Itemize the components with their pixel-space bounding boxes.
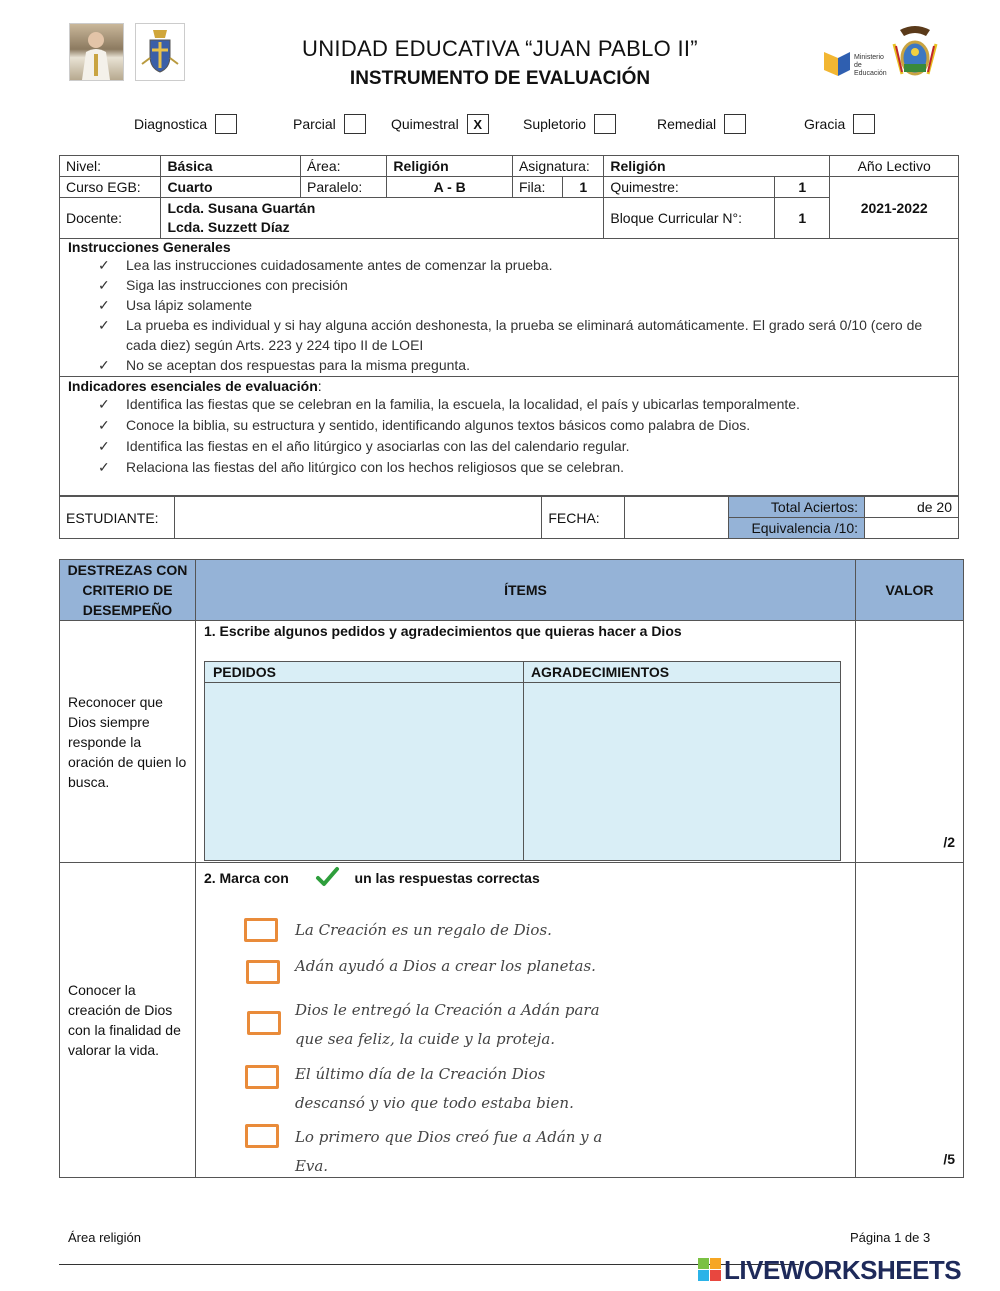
col-valor-header: VALOR [856,560,964,621]
pedidos-answer-area[interactable] [205,683,523,860]
agradecimientos-header: AGRADECIMIENTOS [530,664,670,680]
bloque-value: 1 [775,198,830,239]
total-aciertos-value: de 20 [865,497,959,518]
equivalencia-field[interactable] [865,518,959,539]
eval-type-parcial[interactable] [293,114,366,134]
col-destrezas-header: DESTREZAS CON CRITERIO DE DESEMPEÑO [60,560,196,621]
area-label: Área: [301,156,387,177]
eval-type-label: Gracia [804,116,846,132]
instruction-item: ✓ Siga las instrucciones con precisión [98,277,348,293]
curso-label: Curso EGB: [60,177,161,198]
indicator-item: ✓ Relaciona las fiestas del año litúrgico con los hechos religiosos que se celebran. [60,457,958,478]
equivalencia-label: Equivalencia /10: [729,518,865,539]
option-checkbox[interactable] [246,960,280,984]
checkmark-icon: ✓ [98,297,110,313]
eval-type-label: Diagnostica [134,116,208,132]
total-aciertos-label: Total Aciertos: [729,497,865,518]
eval-checkbox[interactable] [215,114,237,134]
eval-type-remedial[interactable] [657,114,746,134]
footer-left: Área religión [68,1230,141,1245]
school-title: UNIDAD EDUCATIVA “JUAN PABLO II” [302,36,698,61]
checkmark-icon: ✓ [98,417,110,433]
instructions-title: Instrucciones Generales [68,239,231,255]
fecha-label: FECHA: [542,497,625,539]
brand-name: LIVEWORKSHEETS [724,1254,962,1285]
eval-type-diagnostica[interactable] [134,114,237,134]
quimestre-value: 1 [775,177,830,198]
eval-checkbox[interactable] [594,114,616,134]
option-text: Dios le entregó la Creación a Adán para que sea feliz, la cuide y la proteja. [294,1001,600,1048]
fila-label: Fila: [512,177,562,198]
instruction-item: ✓ No se aceptan dos respuestas para la misma pregunta. [98,357,470,373]
option-checkbox[interactable] [245,1124,279,1148]
eval-checkbox[interactable] [724,114,746,134]
checkmark-icon: ✓ [98,257,110,273]
area-value: Religión [387,156,513,177]
liveworksheets-logo[interactable] [698,1256,961,1284]
eval-checkbox[interactable] [853,114,875,134]
eval-type-gracia[interactable] [804,114,875,134]
option-checkbox[interactable] [245,1065,279,1089]
q2-cell [195,863,855,1178]
instruction-item: ✓ Lea las instrucciones cuidadosamente antes de comenzar la prueba. [98,257,553,273]
checkmark-icon: ✓ [98,277,110,293]
docente-2: Lcda. Suzzett Díaz [167,219,290,235]
divider [60,376,958,377]
checkmark-icon: ✓ [98,317,110,333]
eval-type-quimestral[interactable] [391,114,489,134]
student-table [59,496,959,539]
indicators-title: Indicadores esenciales de evaluación: [68,378,322,394]
bloque-label: Bloque Curricular N°: [604,198,775,239]
docente-label: Docente: [60,198,161,239]
docente-1: Lcda. Susana Guartán [167,200,316,216]
indicator-item: ✓ Identifica las fiestas que se celebran en la familia, la escuela, la localidad, el país y ubicarlas temporalmente. [60,394,958,415]
nivel-value: Básica [161,156,301,177]
fecha-field[interactable] [625,497,729,539]
fila-value: 1 [563,177,604,198]
asignatura-value: Religión [604,156,830,177]
ministry-text: Ministerio de Educación [854,54,887,77]
eval-type-label: Parcial [293,116,336,132]
eval-type-label: Supletorio [523,116,587,132]
paralelo-value: A - B [387,177,513,198]
liveworksheets-icon [698,1258,722,1282]
option-text: El último día de la Creación Dios descansó y vio que todo estaba bien. [294,1065,574,1112]
q1-answer-grid [204,661,841,861]
pedidos-header: PEDIDOS [212,664,276,680]
q1-title: 1. Escribe algunos pedidos y agradecimientos que quieras hacer a Dios [203,623,682,639]
eval-type-supletorio[interactable] [523,114,616,134]
course-info-table [59,155,959,239]
instruction-item: ✓ Usa lápiz solamente [98,297,253,313]
col-items-header: ÍTEMS [195,560,855,621]
green-check-icon [313,865,343,889]
option-text: Lo primero que Dios creó fue a Adán y a Eva. [294,1128,603,1175]
indicator-item: ✓ Conoce la biblia, su estructura y sentido, identificando algunos textos básicos como palabra de Dios. [60,415,958,436]
checkmark-icon: ✓ [98,438,110,454]
eval-type-label: Quimestral [391,116,459,132]
option-text: Adán ayudó a Dios a crear los planetas. [294,957,596,975]
option-checkbox[interactable] [244,918,278,942]
estudiante-label: ESTUDIANTE: [60,497,175,539]
agradecimientos-answer-area[interactable] [524,683,840,860]
option-text: La Creación es un regalo de Dios. [294,921,552,939]
paralelo-label: Paralelo: [301,177,387,198]
curso-value: Cuarto [161,177,301,198]
checkmark-icon: ✓ [98,396,110,412]
q2-value: /5 [856,863,964,1178]
quimestre-label: Quimestre: [604,177,775,198]
asignatura-label: Asignatura: [512,156,603,177]
eval-checkbox[interactable]: X [467,114,489,134]
footer-right: Página 1 de 3 [850,1230,931,1245]
ministry-logo [822,46,892,80]
ecuador-coat-of-arms [890,24,940,86]
option-checkbox[interactable] [247,1011,281,1035]
q2-skill: Conocer la creación de Dios con la finalidad de valorar la vida. [60,863,196,1178]
evaluation-table [59,559,964,1178]
anio-lectivo-value: 2021-2022 [830,177,959,239]
q2-title: 2. Marca con un las respuestas correctas [204,865,540,889]
q1-value: /2 [856,621,964,863]
anio-lectivo-label: Año Lectivo [830,156,959,177]
checkmark-icon: ✓ [98,357,110,373]
document-subtitle: INSTRUMENTO DE EVALUACIÓN [349,68,651,89]
nivel-label: Nivel: [60,156,161,177]
q1-cell [195,621,855,863]
instruction-item: ✓ La prueba es individual y si hay alguna acción deshonesta, la prueba se eliminará automáticamente. El grado será 0/10 (cero de cada diez) según Arts. 223 y 224 tipo II de LOEI [98,317,923,353]
eval-type-label: Remedial [657,116,717,132]
instructions-block [59,237,959,496]
eval-checkbox[interactable] [344,114,366,134]
indicator-item: ✓ Identifica las fiestas en el año litúrgico y asociarlas con las del calendario regular. [60,436,958,457]
estudiante-field[interactable] [174,497,541,539]
q1-skill: Reconocer que Dios siempre responde la oración de quien lo busca. [60,621,196,863]
checkmark-icon: ✓ [98,459,110,475]
docente-values [161,198,604,239]
footer-line [59,1264,799,1265]
